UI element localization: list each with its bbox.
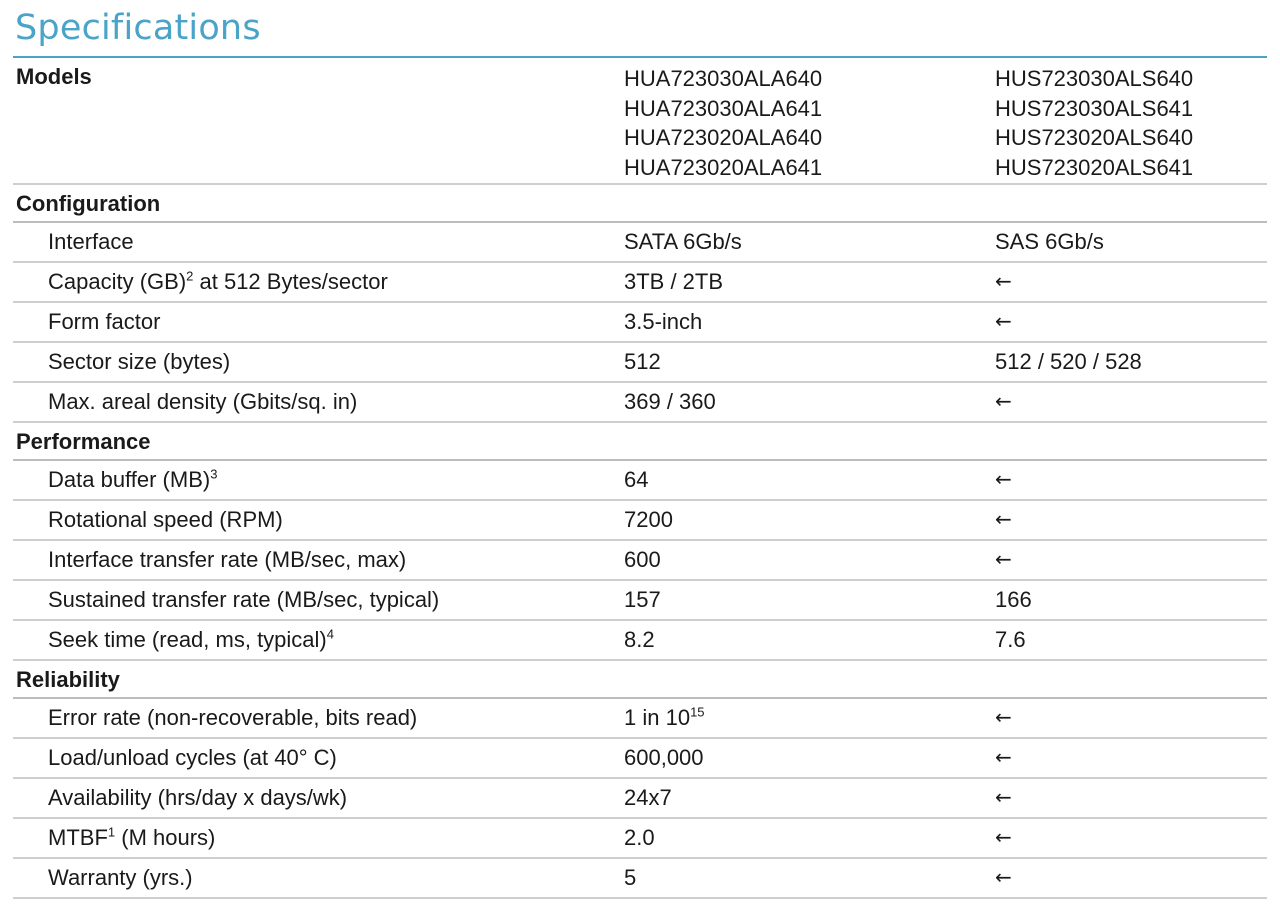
sata-value-text: 64 — [624, 467, 649, 492]
sas-value: 166 — [995, 587, 1032, 612]
spec-label-text: MTBF — [48, 825, 108, 850]
spec-label — [48, 389, 357, 415]
footnote-ref: 1 — [107, 824, 116, 840]
same-as-left-arrow-icon: ← — [995, 705, 1012, 729]
sata-value — [624, 547, 661, 573]
same-as-left-arrow-icon: ← — [995, 547, 1012, 571]
section-header-row — [13, 661, 1267, 699]
sata-value-text: 24x7 — [624, 785, 672, 810]
sata-value — [624, 269, 723, 295]
section-heading: Performance — [16, 429, 151, 454]
model-number: HUS723020ALS640 — [995, 125, 1194, 150]
same-as-left-arrow-icon: ← — [995, 389, 1012, 413]
models-list-sas — [995, 64, 1193, 182]
model-number: HUA723030ALA641 — [624, 95, 823, 121]
spec-label — [48, 825, 215, 851]
section-heading: Reliability — [16, 667, 120, 692]
spec-label-text: Capacity (GB) — [48, 269, 187, 294]
spec-label — [48, 349, 230, 375]
sata-value-text: 369 / 360 — [624, 389, 716, 414]
sata-value — [624, 507, 673, 533]
section-header-row — [13, 423, 1267, 461]
same-as-left-arrow-icon: ← — [995, 745, 1012, 769]
same-as-left-arrow-icon: ← — [995, 269, 1012, 293]
spec-label — [48, 705, 417, 731]
sas-value: SAS 6Gb/s — [995, 229, 1104, 254]
sata-value — [624, 705, 705, 731]
sata-value — [624, 309, 702, 335]
section-heading: Configuration — [16, 191, 161, 216]
specifications-table — [13, 58, 1267, 899]
spec-label — [48, 229, 134, 255]
same-as-left-arrow-icon: ← — [995, 507, 1012, 531]
spec-label-text: Error rate (non-recoverable, bits read) — [48, 705, 418, 730]
sata-value-text: 600 — [624, 547, 661, 572]
spec-row — [13, 223, 1267, 263]
model-number: HUS723020ALS641 — [995, 154, 1194, 180]
sata-value-text: SATA 6Gb/s — [624, 229, 742, 254]
sas-value: 7.6 — [995, 627, 1026, 652]
footnote-ref: 3 — [210, 466, 218, 482]
sata-value-text: 1 in 10 — [624, 705, 691, 730]
spec-label-text: Interface transfer rate (MB/sec, max) — [48, 547, 407, 572]
sata-value — [624, 865, 636, 891]
spec-row — [13, 541, 1267, 581]
spec-row — [13, 461, 1267, 501]
sata-value-text: 8.2 — [624, 627, 655, 652]
spec-label-text: Rotational speed (RPM) — [48, 507, 283, 532]
spec-label-text: Interface — [48, 229, 134, 254]
sata-value — [624, 349, 661, 375]
spec-label-suffix: at 512 Bytes/sector — [193, 269, 388, 294]
section-header-row — [13, 185, 1267, 223]
spec-row — [13, 779, 1267, 819]
sata-value-text: 7200 — [624, 507, 673, 532]
spec-label — [48, 587, 439, 613]
sata-value — [624, 825, 655, 851]
spec-label-text: Max. areal density (Gbits/sq. in) — [48, 389, 358, 414]
spec-row — [13, 303, 1267, 343]
models-row — [13, 58, 1267, 185]
spec-label — [48, 269, 388, 295]
spec-label — [48, 745, 337, 771]
spec-label-text: Form factor — [48, 309, 161, 334]
spec-label — [48, 547, 406, 573]
spec-row — [13, 699, 1267, 739]
sata-value — [624, 467, 648, 493]
sata-value — [624, 627, 655, 653]
spec-row — [13, 859, 1267, 899]
spec-label-text: Sector size (bytes) — [48, 349, 231, 374]
models-label: Models — [16, 64, 92, 89]
model-number: HUS723030ALS640 — [995, 66, 1194, 91]
spec-label — [48, 467, 217, 493]
spec-row — [13, 739, 1267, 779]
spec-label-text: Load/unload cycles (at 40° C) — [48, 745, 337, 770]
spec-row — [13, 819, 1267, 859]
spec-label — [48, 785, 347, 811]
footnote-ref: 2 — [186, 268, 194, 284]
same-as-left-arrow-icon: ← — [995, 825, 1012, 849]
sas-value: 512 / 520 / 528 — [995, 349, 1142, 374]
same-as-left-arrow-icon: ← — [995, 785, 1012, 809]
spec-label-text: Data buffer (MB) — [48, 467, 211, 492]
same-as-left-arrow-icon: ← — [995, 865, 1012, 889]
model-number: HUS723030ALS641 — [995, 95, 1194, 121]
spec-row — [13, 383, 1267, 423]
spec-label-text: Availability (hrs/day x days/wk) — [48, 785, 348, 810]
same-as-left-arrow-icon: ← — [995, 467, 1012, 491]
spec-row — [13, 621, 1267, 661]
model-number: HUA723030ALA640 — [624, 66, 823, 91]
sata-value-text: 157 — [624, 587, 661, 612]
sata-value — [624, 587, 661, 613]
spec-label — [48, 627, 334, 653]
spec-label-text: Seek time (read, ms, typical) — [48, 627, 327, 652]
sata-value — [624, 389, 716, 415]
spec-row — [13, 343, 1267, 383]
sata-value-text: 5 — [624, 865, 637, 890]
spec-label — [48, 865, 193, 891]
spec-label — [48, 309, 160, 335]
sata-value-text: 3.5-inch — [624, 309, 703, 334]
spec-row — [13, 581, 1267, 621]
sata-value-text: 512 — [624, 349, 661, 374]
spec-label-text: Warranty (yrs.) — [48, 865, 193, 890]
sata-value-text: 2.0 — [624, 825, 655, 850]
sata-value — [624, 229, 742, 255]
model-number: HUA723020ALA640 — [624, 125, 823, 150]
sata-value — [624, 785, 672, 811]
spec-sections — [13, 185, 1267, 899]
spec-row — [13, 501, 1267, 541]
exponent: 15 — [690, 704, 705, 720]
spec-label — [48, 507, 283, 533]
page-title: Specifications — [15, 8, 261, 48]
sata-value-text: 3TB / 2TB — [624, 269, 724, 294]
spec-label-text: Sustained transfer rate (MB/sec, typical) — [48, 587, 440, 612]
spec-label-suffix: (M hours) — [115, 825, 216, 850]
same-as-left-arrow-icon: ← — [995, 309, 1012, 333]
sata-value-text: 600,000 — [624, 745, 704, 770]
sata-value — [624, 745, 704, 771]
footnote-ref: 4 — [326, 626, 334, 642]
spec-row — [13, 263, 1267, 303]
models-list-sata — [624, 64, 822, 182]
model-number: HUA723020ALA641 — [624, 154, 823, 180]
